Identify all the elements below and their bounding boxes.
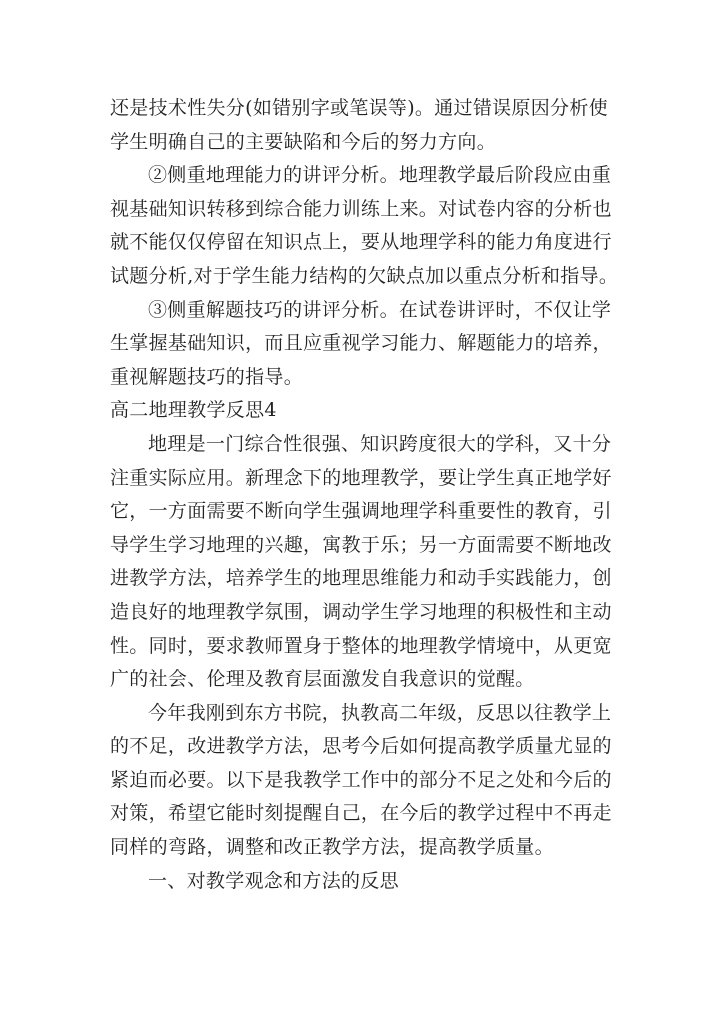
text-line: 试题分析,对于学生能力结构的欠缺点加以重点分析和指导。 [110, 264, 619, 287]
text-line: 学生明确自己的主要缺陷和今后的努力方向。 [110, 130, 497, 153]
text-line: 进教学方法，培养学生的地理思维能力和动手实践能力，创 [110, 567, 612, 590]
subsection-heading: 一、对教学观念和方法的反思 [148, 869, 399, 892]
text-line: 它，一方面需要不断向学生强调地理学科重要性的教育，引 [110, 500, 612, 523]
text-line: 重视解题技巧的指导。 [110, 365, 304, 388]
text-line: 性。同时，要求教师置身于整体的地理教学情境中，从更宽 [110, 634, 612, 657]
text-line: 视基础知识转移到综合能力训练上来。对试卷内容的分析也 [110, 197, 612, 220]
text-line: 对策，希望它能时刻提醒自己，在今后的教学过程中不再走 [110, 802, 612, 825]
section-heading: 高二地理教学反思4 [110, 399, 277, 422]
text-line: 导学生学习地理的兴趣，寓教于乐；另一方面需要不断地改 [110, 533, 612, 556]
text-line: 注重实际应用。新理念下的地理教学，要让学生真正地学好 [110, 466, 612, 489]
text-line: 同样的弯路，调整和改正教学方法，提高教学质量。 [110, 836, 554, 859]
paragraph-start-line: ②侧重地理能力的讲评分析。地理教学最后阶段应由重 [148, 164, 612, 187]
text-line: 的不足，改进教学方法，思考今后如何提高教学质量尤显的 [110, 735, 612, 758]
text-line: 造良好的地理教学氛围，调动学生学习地理的积极性和主动 [110, 600, 612, 623]
paragraph-start-line: 地理是一门综合性很强、知识跨度很大的学科，又十分 [148, 432, 612, 455]
paragraph-start-line: ③侧重解题技巧的讲评分析。在试卷讲评时，不仅让学 [148, 298, 612, 321]
text-line: 就不能仅仅停留在知识点上，要从地理学科的能力角度进行 [110, 231, 612, 254]
text-line: 生掌握基础知识，而且应重视学习能力、解题能力的培养， [110, 332, 612, 355]
text-line: 还是技术性失分(如错别字或笔误等)。通过错误原因分析使 [110, 97, 608, 119]
document-body [110, 92, 619, 898]
text-line: 广的社会、伦理及教育层面激发自我意识的觉醒。 [110, 668, 535, 691]
text-line: 紧迫而必要。以下是我教学工作中的部分不足之处和今后的 [110, 768, 612, 791]
paragraph-start-line: 今年我刚到东方书院，执教高二年级，反思以往教学上 [148, 701, 612, 724]
